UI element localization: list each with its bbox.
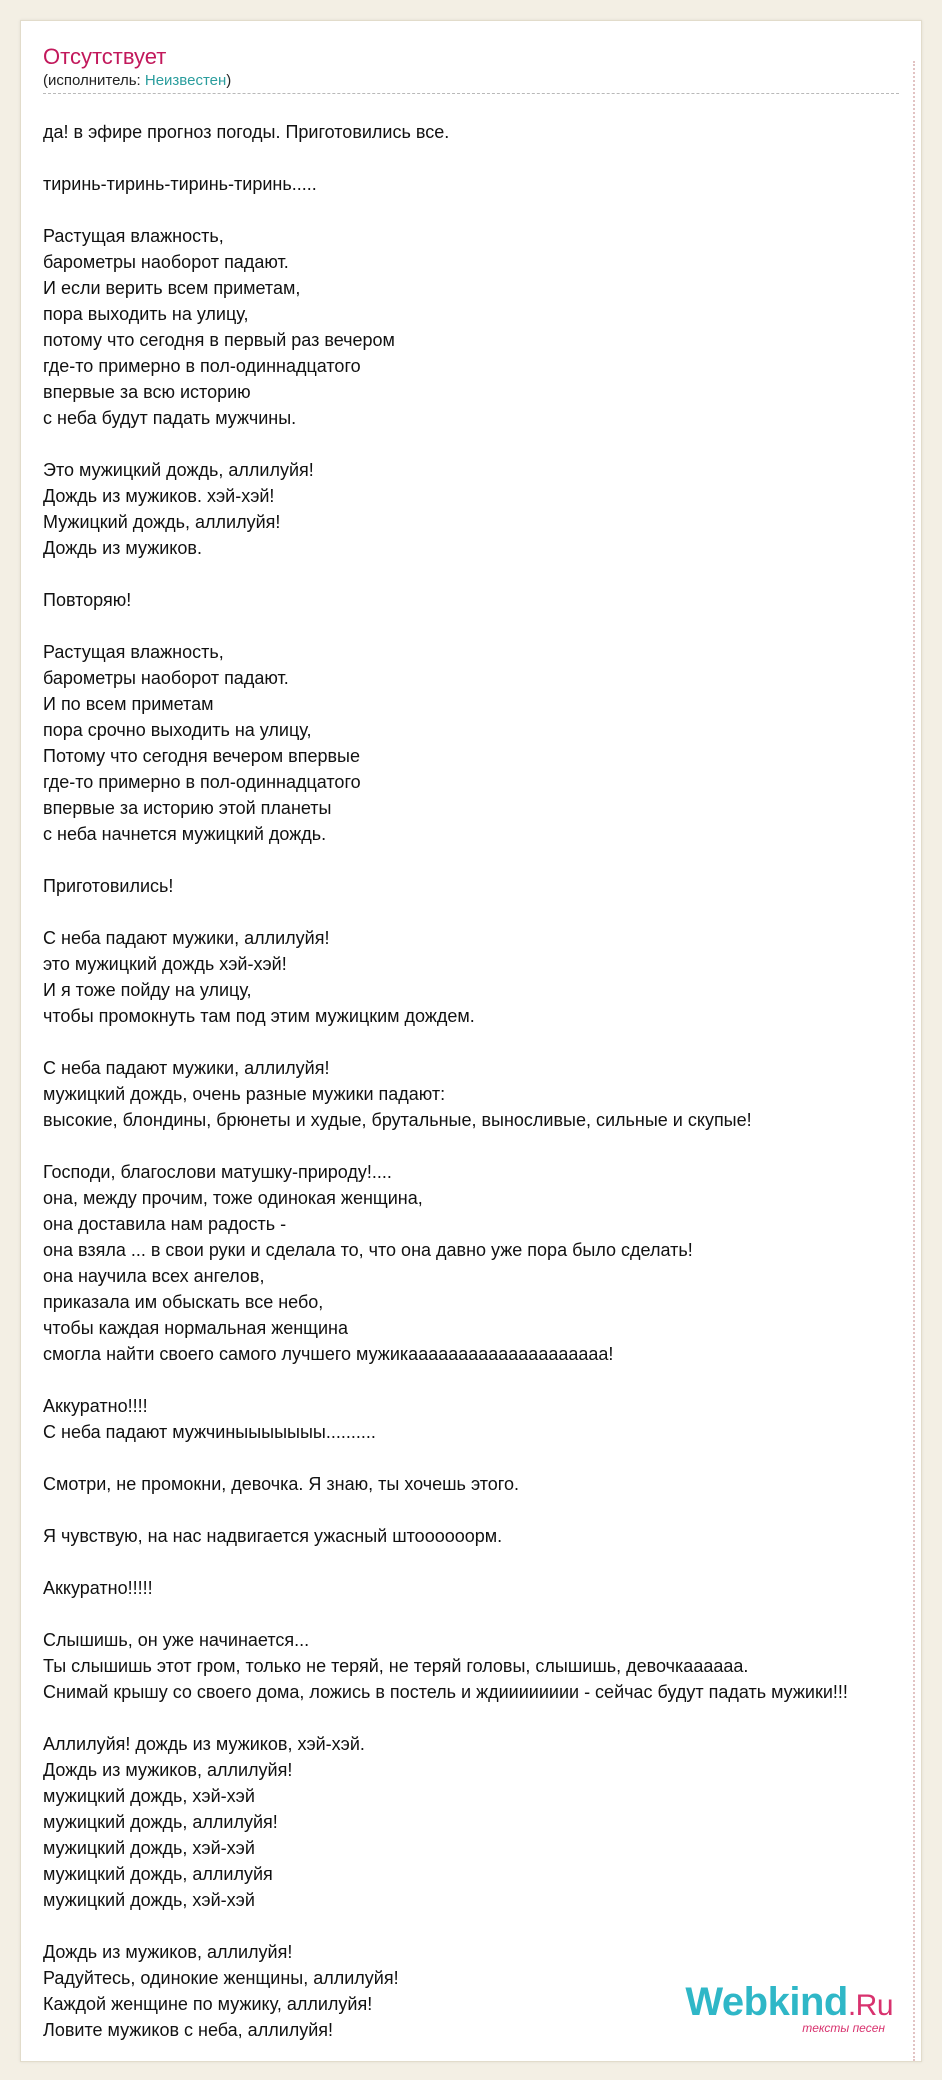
artist-suffix: ) [226, 72, 232, 89]
artist-line [43, 71, 899, 91]
artist-prefix: (исполнитель: [43, 72, 145, 89]
song-title: Отсутствует [43, 44, 167, 69]
song-header [43, 43, 899, 94]
artist-link[interactable]: Неизвестен [144, 72, 227, 89]
logo-web-text: Webkind [685, 1980, 848, 2024]
logo-ru-text: .Ru [847, 1989, 893, 2022]
lyrics-card [20, 20, 922, 2062]
lyrics-text: да! в эфире прогноз погоды. Приготовились все. тиринь-тиринь-тиринь-тиринь..... Растущая влажность, барометры наоборот падают. И если верить всем приметам, пора выходить на улицу, потому что сегодня в первый раз вечером где-то примерно в пол-одиннадцатого впервые за всю историю с неба будут падать мужчины. Это мужицкий дождь, аллилуйя! Дождь из мужиков. хэй-хэй! Мужицкий дождь, аллилуйя! Дождь из мужиков. Повторяю! Растущая влажность, барометры наоборот падают. И по всем приметам пора срочно выходить на улицу, Потому что сегодня вечером впервые где-то примерно в пол-одиннадцатого впервые за историю этой планеты с неба начнется мужицкий дождь. Приготовились! С неба падают мужики, аллилуйя! это мужицкий дождь хэй-хэй! И я тоже пойду на улицу, чтобы промокнуть там под этим мужицким дождем. С неба падают мужики, аллилуйя! мужицкий дождь, очень разные мужики падают: высокие, блондины, брюнеты и худые, брутальные, выносливые, сильные и скупые! Господи, благослови матушку-природу!.... она, между прочим, тоже одинокая женщина, она доставила нам радость - она взяла ... в свои руки и сделала то, что она давно уже пора было сделать! она научила всех ангелов, приказала им обыскать все небо, чтобы каждая нормальная женщина смогла найти своего самого лучшего мужикаааааааааааааааааааа! Аккуратно!!!! С неба падают мужчиныыыыыыы.......... Смотри, не промокни, девочка. Я знаю, ты хочешь этого. Я чувствую, на нас надвигается ужасный штоооооорм. Аккуратно!!!!! Слышишь, он уже начинается... Ты слышишь этот гром, только не теряй, не теряй головы, слышишь, девочкаааааа. Снимай крышу со своего дома, ложись в постель и ждииииииии - сейчас будут падать мужики!!! Аллилуйя! дождь из мужиков, хэй-хэй. Дождь из мужиков, аллилуйя! мужицкий дождь, хэй-хэй мужицкий дождь, аллилуйя! мужицкий дождь, хэй-хэй мужицкий дождь, аллилуйя мужицкий дождь, хэй-хэй Дождь из мужиков, аллилуйя! Радуйтесь, одинокие женщины, аллилуйя! Каждой женщине по мужику, аллилуйя! Ловите мужиков с неба, аллилуйя! [43, 122, 848, 2040]
logo-subtitle: тексты песен [802, 2021, 885, 2035]
site-logo[interactable] [673, 1981, 893, 2035]
